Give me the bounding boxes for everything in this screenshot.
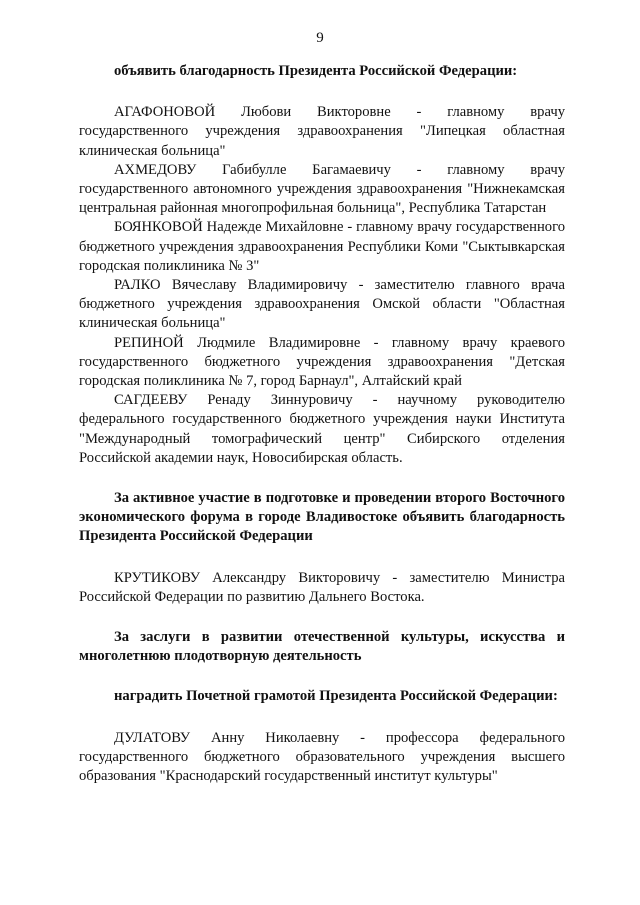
award-entry-dulatova: ДУЛАТОВУ Анну Николаевну - профессора федерального государственного бюджетного образовательного учреждения высшего образования "Краснодарский государственный институт культуры" (79, 729, 565, 785)
section1-heading: объявить благодарность Президента Российской Федерации: (114, 63, 518, 79)
award-entry-agafonova: АГАФОНОВОЙ Любови Викторовне - главному врачу государственного учреждения здравоохранения "Липецкая областная клиническая больница" (79, 104, 565, 159)
award-entry-krutikov: КРУТИКОВУ Александру Викторовичу - заместителю Министра Российской Федерации по развитию Дальнего Востока. (79, 569, 565, 605)
award-entry-akhmedov: АХМЕДОВУ Габибулле Багамаевичу - главному врачу государственного автономного учреждения здравоохранения "Нижнекамская центральная районная многопрофильная больница", Республика Татарстан (79, 161, 565, 217)
award-entry-sagdeev: САГДЕЕВУ Ренаду Зиннуровичу - научному руководителю федерального государственного бюджетного учреждения науки Института "Международный томографический центр" Сибирского отделения Российской академии наук, Новосибирская область. (79, 392, 565, 466)
section3-heading: За заслуги в развитии отечественной культуры, искусства и многолетнюю плодотворную деятельность (79, 629, 565, 665)
page-number: 9 (316, 30, 324, 46)
award-entry-repina: РЕПИНОЙ Людмиле Владимировне - главному врачу краевого государственного бюджетного учреждения здравоохранения "Детская городская поликлиника № 7, город Барнаул", Алтайский край (79, 334, 565, 390)
award-entry-boyankova: БОЯНКОВОЙ Надежде Михайловне - главному врачу государственного бюджетного учреждения здравоохранения Республики Коми "Сыктывкарская городская поликлиника № 3" (79, 219, 565, 274)
section3-subheading: наградить Почетной грамотой Президента Российской Федерации: (114, 688, 558, 705)
award-entry-ralko: РАЛКО Вячеславу Владимировичу - заместителю главного врача бюджетного учреждения здравоохранения Омской области "Областная клиническая больница" (79, 277, 565, 332)
document-body (79, 62, 565, 786)
section2-heading: За активное участие в подготовке и проведении второго Восточного экономического форума в городе Владивостоке объявить благодарность Президента Российской Федерации (79, 490, 565, 545)
